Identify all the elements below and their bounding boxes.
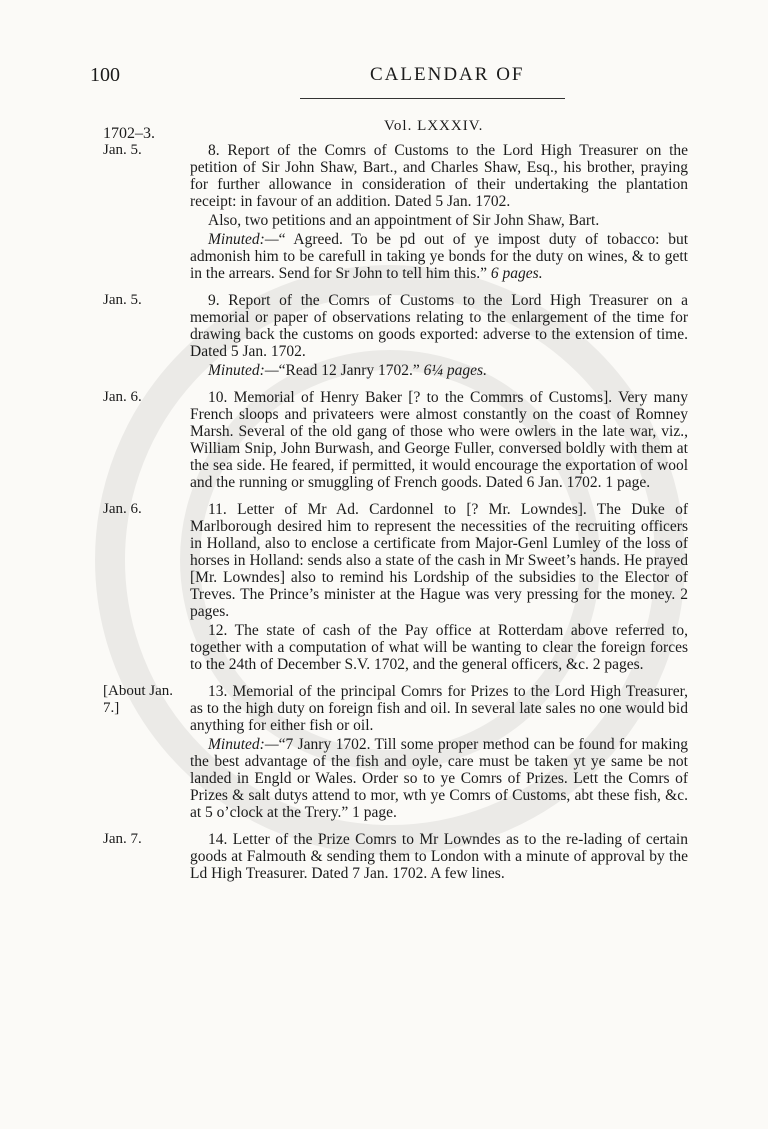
year-label: 1702–3. — [103, 125, 155, 142]
entry-minute — [190, 736, 688, 821]
page-number: 100 — [90, 64, 120, 86]
entry-text — [190, 831, 688, 882]
entry-text — [190, 501, 688, 673]
entry-date: Jan. 5. — [103, 292, 142, 308]
entry-paragraph: 12. The state of cash of the Pay office at Rotterdam above referred to, together with a computation of what will be wanting to clear the foreign forces to the 24th of December S.V. 1702, and the general officers, &c. 2 pages. — [190, 622, 688, 673]
minute-text: “ Agreed. To be pd out of ye impost duty of tobacco: but admonish him to be carefull in taking ye bonds for the duty on wines, & to gett in the arrears. Send for Sr John to tell him this.” — [190, 231, 688, 282]
entry-paragraph: 11. Letter of Mr Ad. Cardonnel to [? Mr. Lowndes]. The Duke of Marlborough desired him to represent the necessities of the recruiting officers in Holland, also to enclose a certificate from Major-Genl Lumley of the loss of horses in Holland: sends also a state of the cash in Mr Sweet’s hands. He prayed [Mr. Lowndes] also to remind his Lordship of the subsidies to the Elector of Treves. The Prince’s minister at the Hague was very pressing for the money. 2 pages. — [190, 501, 688, 620]
entry-text — [190, 142, 688, 282]
entry-date: Jan. 6. — [103, 501, 142, 517]
volume-heading: Vol. LXXXIV. — [384, 118, 484, 134]
entry-minute — [190, 231, 688, 282]
entry-date: [About Jan. 7.] — [103, 683, 173, 716]
entry — [0, 389, 768, 491]
entry-paragraph: 8. Report of the Comrs of Customs to the Lord High Treasurer on the petition of Sir John Shaw, Bart., and Charles Shaw, Esq., his brother, praying for further allowance in consideration of their undertaking the plantation receipt: in favour of an addition. Dated 5 Jan. 1702. — [190, 142, 688, 210]
entry-text — [190, 292, 688, 379]
page-count: 6¼ pages. — [423, 362, 487, 379]
page-count: 6 pages. — [490, 265, 543, 282]
entry-text — [190, 683, 688, 821]
entry-text — [190, 389, 688, 491]
minute-label: Minuted:— — [208, 736, 279, 753]
entry-date: Jan. 6. — [103, 389, 142, 405]
page-header — [0, 64, 768, 104]
entry — [0, 142, 768, 282]
entry — [0, 683, 768, 821]
header-rule — [300, 98, 565, 99]
page-count: 1 page. — [352, 804, 397, 821]
running-title: CALENDAR OF — [370, 64, 525, 85]
entry-paragraph: 10. Memorial of Henry Baker [? to the Commrs of Customs]. Very many French sloops and privateers were almost constantly on the coast of Romney Marsh. Several of the old gang of those who were owlers in the late war, viz., William Snip, John Burwash, and George Fuller, conversed boldly with them at the sea side. He feared, if permitted, it would encourage the exportation of wool and the running or smuggling of French goods. Dated 6 Jan. 1702. 1 page. — [190, 389, 688, 491]
entry — [0, 501, 768, 673]
entry-date: Jan. 5. — [103, 142, 142, 158]
entry-date: Jan. 7. — [103, 831, 142, 847]
entry — [0, 292, 768, 379]
minute-text: “Read 12 Janry 1702.” — [278, 362, 420, 379]
entry-paragraph: 13. Memorial of the principal Comrs for Prizes to the Lord High Treasurer, as to the high duty on foreign fish and oil. In several late sales no one would bid anything for either fish or oil. — [190, 683, 688, 734]
entry — [0, 831, 768, 882]
entries-list — [0, 142, 768, 892]
minute-text: “7 Janry 1702. Till some proper method can be found for making the best advantage of the fish and oyle, care must be taken yt ye same be not landed in Engld or Wales. Order so to ye Comrs of Prizes. Lett the Comrs of Prizes & salt dutys attend to mor, wth ye Comrs of Customs, abt these fish, &c. at 5 o’clock at the Trery.” — [190, 736, 688, 821]
minute-label: Minuted:— — [208, 231, 279, 248]
entry-minute — [190, 362, 688, 379]
minute-label: Minuted:— — [208, 362, 279, 379]
entry-paragraph: 14. Letter of the Prize Comrs to Mr Lowndes as to the re-lading of certain goods at Falmouth & sending them to London with a minute of approval by the Ld High Treasurer. Dated 7 Jan. 1702. A few lines. — [190, 831, 688, 882]
entry-paragraph: Also, two petitions and an appointment of Sir John Shaw, Bart. — [208, 212, 600, 229]
entry-paragraph: 9. Report of the Comrs of Customs to the Lord High Treasurer on a memorial or paper of observations relating to the enlargement of the time for drawing back the customs on goods exported: adverse to the extension of time. Dated 5 Jan. 1702. — [190, 292, 688, 360]
